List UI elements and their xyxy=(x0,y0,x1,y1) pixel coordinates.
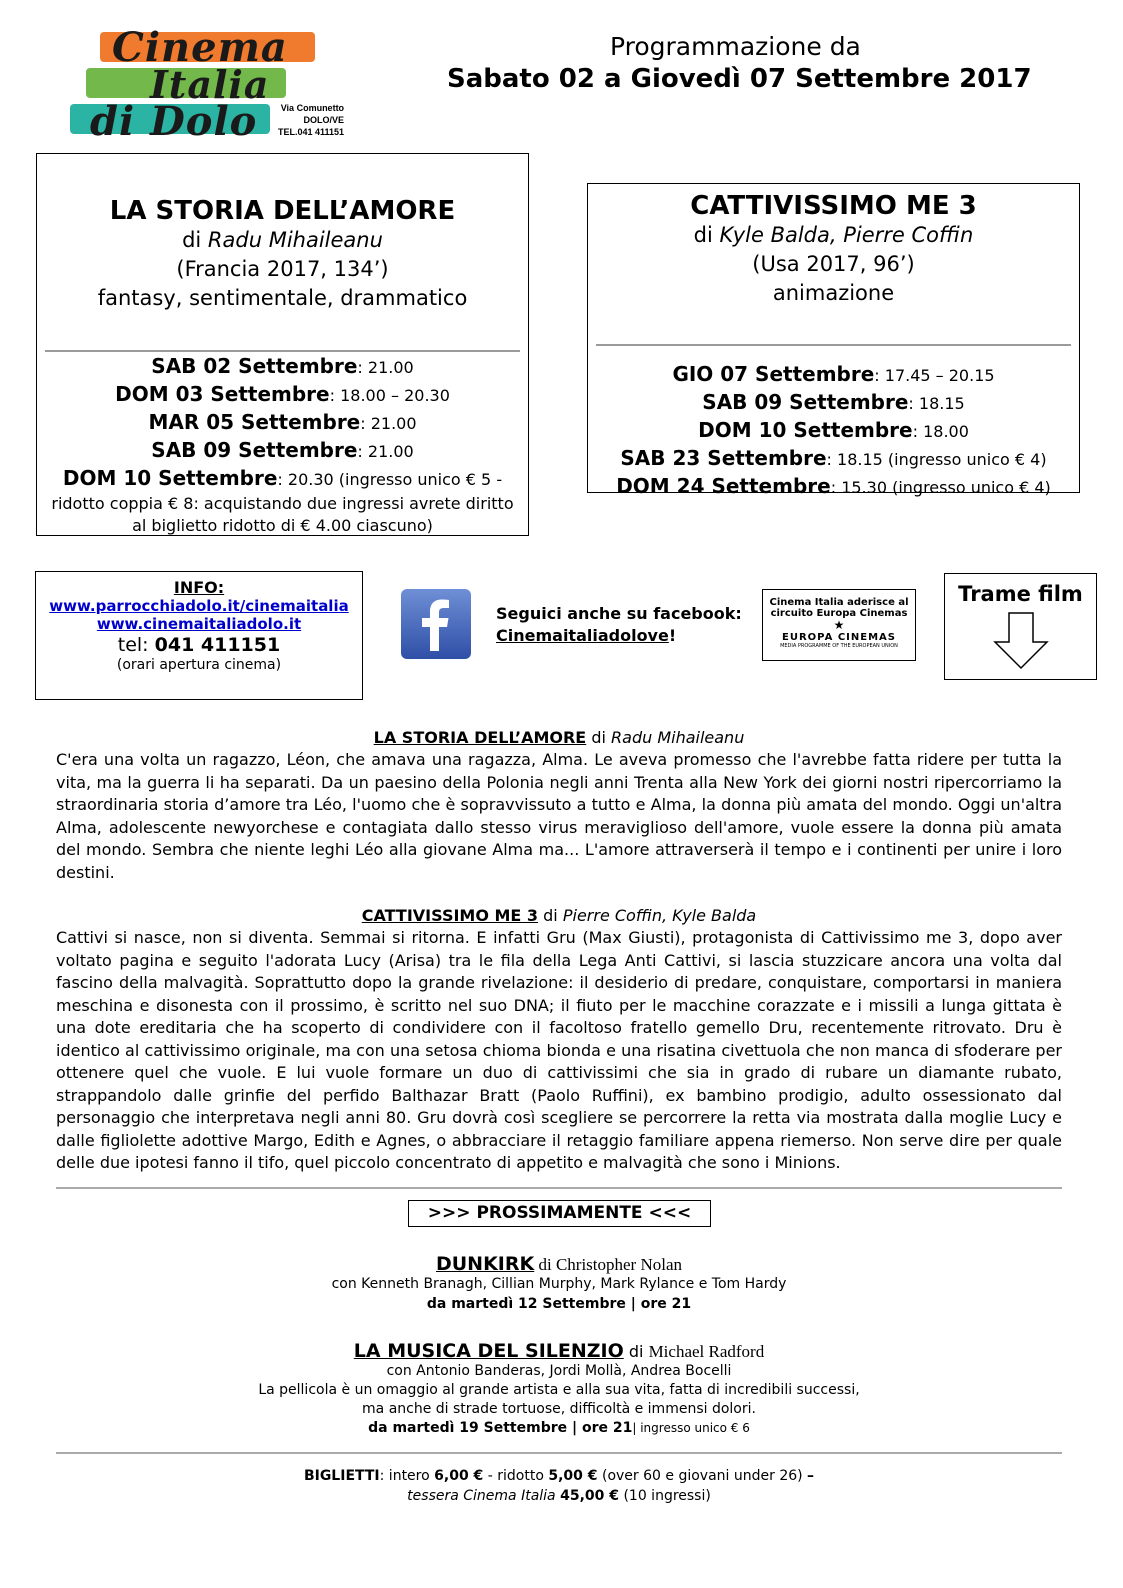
schedule-row: SAB 23 Settembre: 18.15 (ingresso unico € 4) xyxy=(620,446,1047,470)
schedule-row: DOM 10 Settembre: 18.00 xyxy=(698,418,969,442)
movie-director: di Radu Mihaileanu xyxy=(182,228,383,252)
facebook-page: Cinemaitaliadolove! xyxy=(496,626,677,645)
ticket-prices xyxy=(56,1466,1062,1506)
schedule-row: SAB 09 Settembre: 18.15 xyxy=(702,390,965,414)
info-heading: INFO: xyxy=(173,578,225,597)
address-city: DOLO/VE xyxy=(303,115,345,125)
synopsis-director: Radu Mihaileanu xyxy=(611,728,745,747)
europa-cinemas-box xyxy=(762,589,916,661)
schedule-row: DOM 10 Settembre: 20.30 (ingresso unico € 5 - xyxy=(62,466,503,490)
schedule-row: SAB 09 Settembre: 21.00 xyxy=(151,438,414,462)
synopsis-text: C'era una volta un ragazzo, Léon, che amava una ragazza, Alma. Le aveva promesso che l'avrebbe fatta ridere per tutta la vita, ma la guerra li ha separati. Da un paesino della Polonia negli anni Trenta alla New York dei giorni nostri ripercorriamo la straordinaria storia d’amore tra Léo, l'uomo che è sopravvissuto a tutto e Alma, la donna più amata del mondo. Oggi un'altra Alma, adolescente newyorchese e contagiata dallo stesso virus meraviglioso dell'amore, vuole essere la donna più amata del mondo. Sembra che niente leghi Léo alla giovane Alma ma... L'amore attraverserà il tempo e i continenti per unire i loro destini. xyxy=(56,750,1062,882)
schedule-list xyxy=(588,361,1079,501)
upcoming-dunkirk xyxy=(56,1253,1062,1315)
europa-text: Cinema Italia aderisce al xyxy=(769,597,909,608)
link-parrocchia[interactable]: www.parrocchiadolo.it/cinemaitalia xyxy=(49,597,349,615)
movie-title: LA STORIA DELL’AMORE xyxy=(109,196,456,226)
synopsis-text: Cattivi si nasce, non si diventa. Semmai si ritorna. E infatti Gru (Max Giusti), protagonista di Cattivissimo me 3, dopo aver voltato pagina e seguito l'adorata Lucy (Arisa) tra le fila della Lega Anti Cattivi, si lascia stuzzicare ancora una volta dal fascino della malvagità. Soprattutto dopo la grande rivelazione: il desiderio di predare, conquistare, comportarsi in maniera meschina e disonesta con il prossimo, è scritto nel suo DNA; il fiuto per le macchine corazzate e i missili a lunga gittata è una dote ereditaria che ha scoperto di condividere con il facoltoso fratello gemello Dru, recentemente ritrovato. Dru è identico al cattivissimo originale, ma con una setosa chioma bionda e una risatina civettuola che non manca di sfoderare per ottenere quel che vuole. E lui vuole formare un duo di cattivissimi che sia in grado di rubare un diamante rubato, strappandolo dalle grinfie del perfido Balthazar Bratt (Paolo Ruffini), ex bambino prodigio, adulto ossessionato dal personaggio che interpretava negli anni 80. Gru dovrà così scegliere se percorrere la retta via mostrata dalla moglie Lucy e dalle figliolette adottive Margo, Edith e Agnes, o abbracciare il retaggio familiare appena riemerso. Non serve dire per quale delle due ipotesi fanno il tifo, quel piccolo concentrato di appetito e malvagità che sono i Minions. xyxy=(56,928,1062,1172)
schedule-row: GIO 07 Settembre: 17.45 – 20.15 xyxy=(672,362,995,386)
upcoming-heading: LA MUSICA DEL SILENZIO di Michael Radford xyxy=(353,1340,765,1362)
movie-info: (Francia 2017, 134’) xyxy=(176,257,389,281)
schedule-list xyxy=(37,353,528,537)
cinema-logo xyxy=(66,20,366,145)
europa-text: circuito Europa Cinemas xyxy=(770,608,908,619)
logo-address xyxy=(278,102,344,138)
facebook-text xyxy=(496,603,742,647)
upcoming-cast: con Kenneth Branagh, Cillian Murphy, Mark Rylance e Tom Hardy xyxy=(331,1276,787,1292)
synopsis-title: LA STORIA DELL’AMORE xyxy=(373,728,587,747)
address-phone: TEL.041 411151 xyxy=(278,127,345,137)
upcoming-description: La pellicola è un omaggio al grande artista e alla sua vita, fatta di incredibili successi, xyxy=(258,1382,860,1398)
schedule-row: DOM 24 Settembre: 15.30 (ingresso unico € 4) xyxy=(616,474,1051,498)
address-street: Via Comunetto xyxy=(280,103,345,113)
schedule-row: SAB 02 Settembre: 21.00 xyxy=(151,354,414,378)
upcoming-date: da martedì 19 Settembre | ore 21 xyxy=(368,1420,633,1436)
divider xyxy=(596,344,1071,346)
facebook-icon[interactable] xyxy=(401,589,471,659)
schedule-row: DOM 03 Settembre: 18.00 – 20.30 xyxy=(115,382,450,406)
europa-logo: EUROPA CINEMAS xyxy=(782,632,896,643)
program-heading: Programmazione da xyxy=(610,32,861,61)
program-dates: Sabato 02 a Giovedì 07 Settembre 2017 xyxy=(447,64,1032,94)
upcoming-musica-silenzio xyxy=(56,1340,1062,1438)
star-icon: ★ xyxy=(833,618,845,632)
movie-director: di Kyle Balda, Pierre Coffin xyxy=(693,223,974,247)
logo-word-cinema: Cinema xyxy=(112,24,288,71)
movie-genre: fantasy, sentimentale, drammatico xyxy=(97,286,468,310)
upcoming-description: ma anche di strade tortuose, difficoltà e immensi dolori. xyxy=(362,1401,756,1417)
upcoming-date-row: da martedì 19 Settembre | ore 21| ingresso unico € 6 xyxy=(368,1420,750,1436)
price-note: al biglietto ridotto di € 4.00 ciascuno) xyxy=(132,516,433,535)
movie-title: CATTIVISSIMO ME 3 xyxy=(690,191,977,221)
facebook-link[interactable]: Cinemaitaliadolove xyxy=(496,626,669,645)
movie-box-storia-amore xyxy=(36,153,529,536)
logo-word-dolo: di Dolo xyxy=(90,98,258,145)
synopsis-title: CATTIVISSIMO ME 3 xyxy=(361,906,539,925)
arrow-down-icon xyxy=(993,612,1049,670)
synopsis-heading: LA STORIA DELL’AMORE di Radu Mihaileanu xyxy=(373,728,745,747)
movie-genre: animazione xyxy=(772,281,895,305)
facebook-line: Seguici anche su facebook: xyxy=(496,604,742,623)
divider xyxy=(56,1452,1062,1454)
synopsis-heading: CATTIVISSIMO ME 3 di Pierre Coffin, Kyle Balda xyxy=(361,906,757,925)
upcoming-cast: con Antonio Banderas, Jordi Mollà, Andrea Bocelli xyxy=(386,1363,732,1379)
prossimamente-banner: >>> PROSSIMAMENTE <<< xyxy=(408,1200,711,1227)
divider xyxy=(56,1187,1062,1189)
divider xyxy=(45,350,520,352)
trame-film-box[interactable] xyxy=(944,573,1097,680)
upcoming-title: DUNKIRK xyxy=(435,1253,535,1275)
link-cinemaitalia[interactable]: www.cinemaitaliadolo.it xyxy=(96,615,302,633)
movie-box-cattivissimo xyxy=(587,183,1080,498)
info-hours: (orari apertura cinema) xyxy=(116,657,282,673)
movie-info: (Usa 2017, 96’) xyxy=(752,252,915,276)
europa-small: MEDIA PROGRAMME OF THE EUROPEAN UNION xyxy=(780,643,898,649)
upcoming-title: LA MUSICA DEL SILENZIO xyxy=(353,1340,624,1362)
upcoming-heading: DUNKIRK di Christopher Nolan xyxy=(435,1253,683,1275)
schedule-row: MAR 05 Settembre: 21.00 xyxy=(148,410,417,434)
logo-word-italia: Italia xyxy=(150,62,270,107)
info-phone: tel: 041 411151 xyxy=(117,634,281,656)
synopsis-director: Pierre Coffin, Kyle Balda xyxy=(562,906,757,925)
price-note: ridotto coppia € 8: acquistando due ingressi avrete diritto xyxy=(51,494,514,513)
trame-label: Trame film xyxy=(958,582,1083,606)
ticket-line: BIGLIETTI: intero 6,00 € - ridotto 5,00 € (over 60 e giovani under 26) – xyxy=(303,1468,815,1484)
info-box xyxy=(35,571,363,700)
upcoming-date: da martedì 12 Settembre | ore 21 xyxy=(426,1296,692,1312)
ticket-line: tessera Cinema Italia 45,00 € (10 ingressi) xyxy=(407,1488,711,1504)
